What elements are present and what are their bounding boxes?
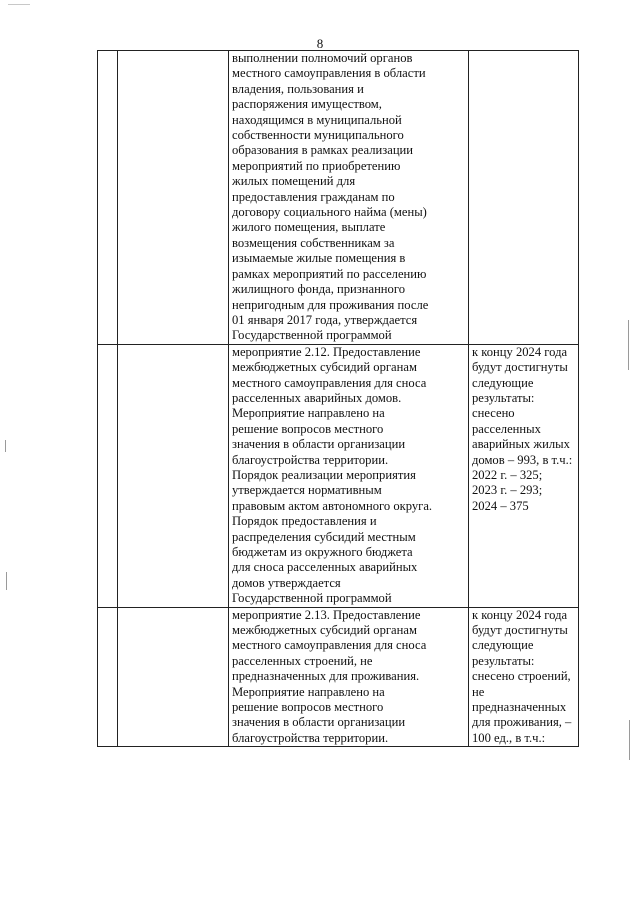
table-row bbox=[98, 607, 579, 747]
result-line: 2022 г. – 325; bbox=[472, 467, 543, 482]
task-cell bbox=[118, 344, 229, 607]
result-line: 2024 – 375 bbox=[472, 498, 529, 513]
scan-artifact bbox=[629, 720, 630, 760]
description-line: мероприятий по приобретению bbox=[232, 158, 401, 173]
description-line: непригодным для проживания после bbox=[232, 297, 429, 312]
description-line: изымаемые жилые помещения в bbox=[232, 251, 406, 266]
description-line: местного самоуправления для сноса bbox=[232, 638, 427, 653]
description-line: распределения субсидий местным bbox=[232, 529, 416, 544]
description-line: бюджетам из окружного бюджета bbox=[232, 545, 413, 559]
description-line: благоустройства территории. bbox=[232, 730, 389, 745]
description-line: договору социального найма (мены) bbox=[232, 205, 427, 220]
description-cell bbox=[229, 51, 469, 345]
result-line: домов – 993, в т.ч.: bbox=[472, 452, 573, 467]
number-cell bbox=[98, 344, 118, 607]
description-line: значения в области организации bbox=[232, 715, 406, 730]
task-cell bbox=[118, 51, 229, 345]
table-row bbox=[98, 344, 579, 607]
result-cell bbox=[469, 51, 579, 345]
result-cell bbox=[469, 607, 579, 747]
description-line: владения, пользования и bbox=[232, 81, 364, 96]
description-line: расселенных строений, не bbox=[232, 653, 373, 668]
result-line: 2023 г. – 293; bbox=[472, 483, 543, 498]
description-line: для сноса расселенных аварийных bbox=[232, 560, 418, 575]
result-line: расселенных bbox=[472, 421, 541, 436]
result-line: будут достигнуты bbox=[472, 360, 568, 375]
table-row bbox=[98, 51, 579, 345]
description-line: решение вопросов местного bbox=[232, 421, 384, 436]
description-line: утверждается нормативным bbox=[232, 483, 382, 498]
description-line: Государственной программой bbox=[232, 328, 392, 343]
result-line: снесено bbox=[472, 406, 515, 421]
description-cell bbox=[229, 344, 469, 607]
description-line: предоставления гражданам по bbox=[232, 189, 395, 204]
description-line: Мероприятие направлено на bbox=[232, 684, 385, 699]
result-cell bbox=[469, 344, 579, 607]
number-cell bbox=[98, 51, 118, 345]
table-body bbox=[98, 51, 579, 747]
description-line: Порядок реализации мероприятия bbox=[232, 467, 416, 482]
result-line: снесено строений, bbox=[472, 669, 571, 684]
result-line: для проживания, – bbox=[472, 715, 572, 730]
description-line: жилого помещения, выплате bbox=[232, 220, 386, 235]
description-line: жилых помещений для bbox=[232, 174, 356, 189]
description-line: находящимся в муниципальной bbox=[232, 112, 402, 127]
scan-artifact bbox=[5, 440, 6, 452]
scan-artifact bbox=[8, 4, 30, 5]
result-line: к концу 2024 года bbox=[472, 607, 568, 622]
description-line: правовым актом автономного округа. bbox=[232, 498, 433, 513]
description-line: Порядок предоставления и bbox=[232, 514, 377, 529]
description-line: Мероприятие направлено на bbox=[232, 406, 385, 421]
page-number: 8 bbox=[316, 36, 324, 51]
description-line: межбюджетных субсидий органам bbox=[232, 360, 417, 375]
description-line: 01 января 2017 года, утверждается bbox=[232, 312, 418, 327]
task-cell bbox=[118, 607, 229, 747]
result-line: аварийных жилых bbox=[472, 437, 570, 452]
description-line: собственности муниципального bbox=[232, 128, 404, 143]
result-line: будут достигнуты bbox=[472, 623, 568, 638]
result-line: результаты: bbox=[472, 653, 535, 668]
description-line: мероприятие 2.12. Предоставление bbox=[232, 344, 421, 359]
result-line: следующие bbox=[472, 638, 534, 653]
number-cell bbox=[98, 607, 118, 747]
description-line: Государственной программой bbox=[232, 591, 392, 606]
description-line: значения в области организации bbox=[232, 437, 406, 452]
scan-artifact bbox=[628, 320, 629, 370]
description-line: возмещения собственникам за bbox=[232, 235, 395, 250]
result-line: не bbox=[472, 684, 485, 699]
result-line: результаты: bbox=[472, 390, 535, 405]
scan-artifact bbox=[6, 572, 7, 590]
description-line: расселенных аварийных домов. bbox=[232, 390, 402, 405]
description-line: решение вопросов местного bbox=[232, 700, 384, 715]
description-line: домов утверждается bbox=[232, 575, 341, 590]
result-line: 100 ед., в т.ч.: bbox=[472, 730, 546, 745]
description-cell bbox=[229, 607, 469, 747]
description-line: местного самоуправления для сноса bbox=[232, 375, 427, 390]
result-line: предназначенных bbox=[472, 700, 567, 715]
description-line: местного самоуправления в области bbox=[232, 66, 426, 81]
description-line: межбюджетных субсидий органам bbox=[232, 623, 417, 638]
description-line: образования в рамках реализации bbox=[232, 143, 414, 158]
description-line: мероприятие 2.13. Предоставление bbox=[232, 607, 421, 622]
result-line: к концу 2024 года bbox=[472, 344, 568, 359]
result-line: следующие bbox=[472, 375, 534, 390]
description-line: благоустройства территории. bbox=[232, 452, 389, 467]
measures-table bbox=[97, 50, 579, 747]
description-line: предназначенных для проживания. bbox=[232, 669, 420, 684]
description-line: жилищного фонда, признанного bbox=[232, 282, 405, 297]
description-line: выполнении полномочий органов bbox=[232, 51, 413, 65]
description-line: рамках мероприятий по расселению bbox=[232, 266, 427, 281]
description-line: распоряжения имуществом, bbox=[232, 97, 382, 112]
